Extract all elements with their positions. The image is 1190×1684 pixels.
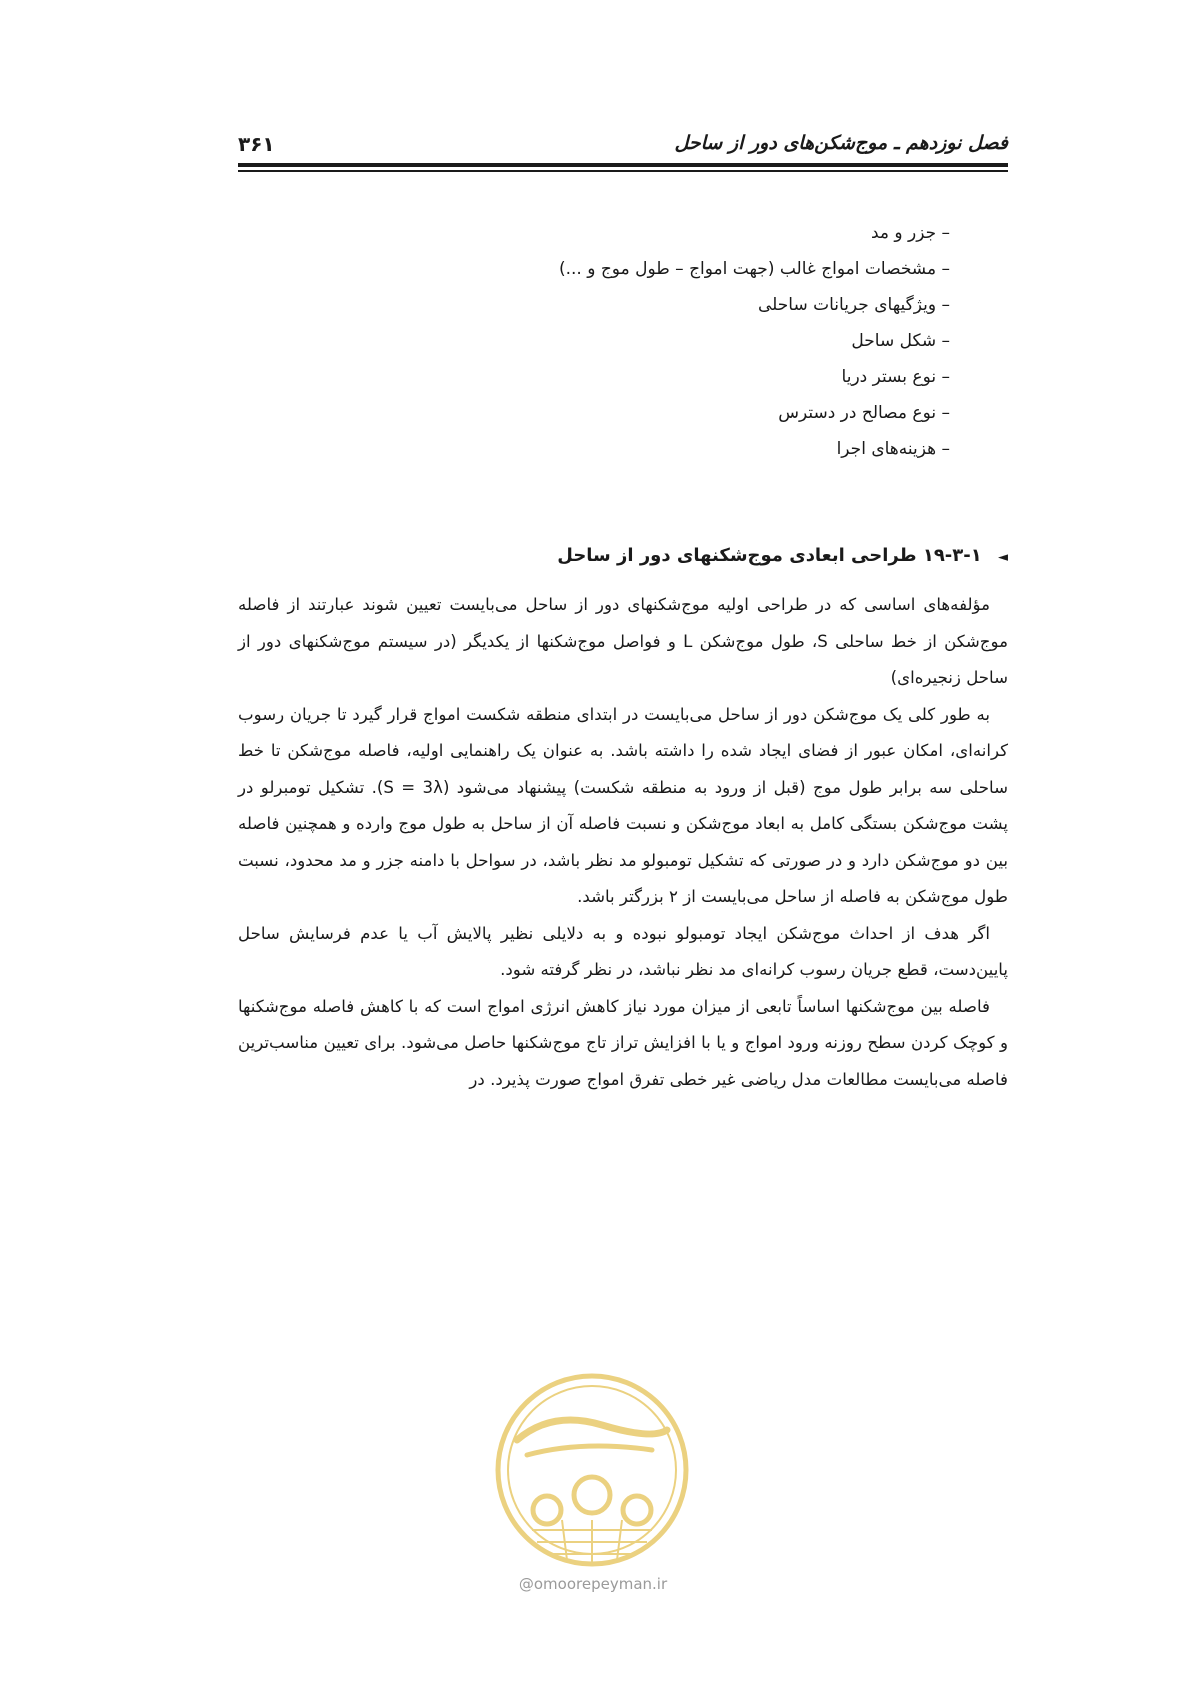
chapter-title: فصل نوزدهم ـ موج‌شکن‌های دور از ساحل [674, 132, 1008, 154]
paragraph: به طور کلی یک موج‌شکن دور از ساحل می‌بایست در ابتدای منطقه شکست امواج قرار گیرد تا جریان رسوب کرانه‌ای، امکان عبور از فضای ایجاد شده را داشته باشد. به عنوان یک راهنمایی اولیه، فاصله موج‌شکن تا خط ساحلی سه برابر طول موج (قبل از ورود به منطقه شکست) پیشنهاد می‌شود (S = 3λ). تشکیل تومبرلو در پشت موج‌شکن بستگی کامل به ابعاد موج‌شکن و نسبت فاصله آن از ساحل به طول موج وارده و همچنین فاصله بین دو موج‌شکن دارد و در صورتی که تشکیل تومبولو مد نظر باشد، در سواحل با دامنه جزر و مد محدود، نسبت طول موج‌شکن به فاصله از ساحل می‌بایست از ۲ بزرگتر باشد. [238, 704, 1009, 906]
header-rule-thin [238, 170, 1008, 172]
list-item: – شکل ساحل [851, 331, 950, 351]
list-item: – جزر و مد [870, 223, 950, 243]
watermark-logo [492, 1370, 692, 1570]
paragraph: فاصله بین موج‌شکنها اساساً تابعی از میزان مورد نیاز کاهش انرژی امواج است که با کاهش فاصله موج‌شکنها و کوچک کردن سطح روزنه ورود امواج و یا با افزایش تراز تاج موج‌شکنها حاصل می‌شود. برای تعیین مناسب‌ترین فاصله می‌بایست مطالعات مدل ریاضی غیر خطی تفرق امواج صورت پذیرد. در [238, 996, 1008, 1089]
paragraph: مؤلفه‌های اساسی که در طراحی اولیه موج‌شکنهای دور از ساحل می‌بایست تعیین شوند عبارتند از فاصله موج‌شکن از خط ساحلی S، طول موج‌شکن L و فواصل موج‌شکنها از یکدیگر (در سیستم موج‌شکنهای دور از ساحل زنجیره‌ای) [238, 595, 1008, 687]
section-title: ۱۹-۳-۱ طراحی ابعادی موج‌شکنهای دور از ساحل [557, 545, 982, 566]
paragraph: اگر هدف از احداث موج‌شکن ایجاد تومبولو نبوده و به دلایلی نظیر پالایش آب یا عدم فرسایش ساحل پایین‌دست، قطع جریان رسوب کرانه‌ای مد نظر نباشد، در نظر گرفته شود. [238, 923, 1008, 979]
header-rule-thick [238, 163, 1008, 167]
section-marker-icon: ◄ [998, 550, 1008, 565]
page-header [238, 128, 1008, 158]
list-item: – هزینه‌های اجرا [836, 439, 950, 459]
list-item: – مشخصات امواج غالب (جهت امواج – طول موج و ...) [558, 259, 950, 279]
list-item: – نوع مصالح در دسترس [778, 403, 950, 423]
page-number: ۳۶۱ [238, 132, 275, 156]
list-item: – نوع بستر دریا [841, 367, 950, 387]
section-heading [557, 545, 1008, 566]
body-text [238, 587, 1008, 1098]
factor-list [559, 215, 950, 467]
list-item: – ویژگیهای جریانات ساحلی [757, 295, 950, 315]
watermark-site: @omoorepeyman.ir [518, 1575, 668, 1593]
